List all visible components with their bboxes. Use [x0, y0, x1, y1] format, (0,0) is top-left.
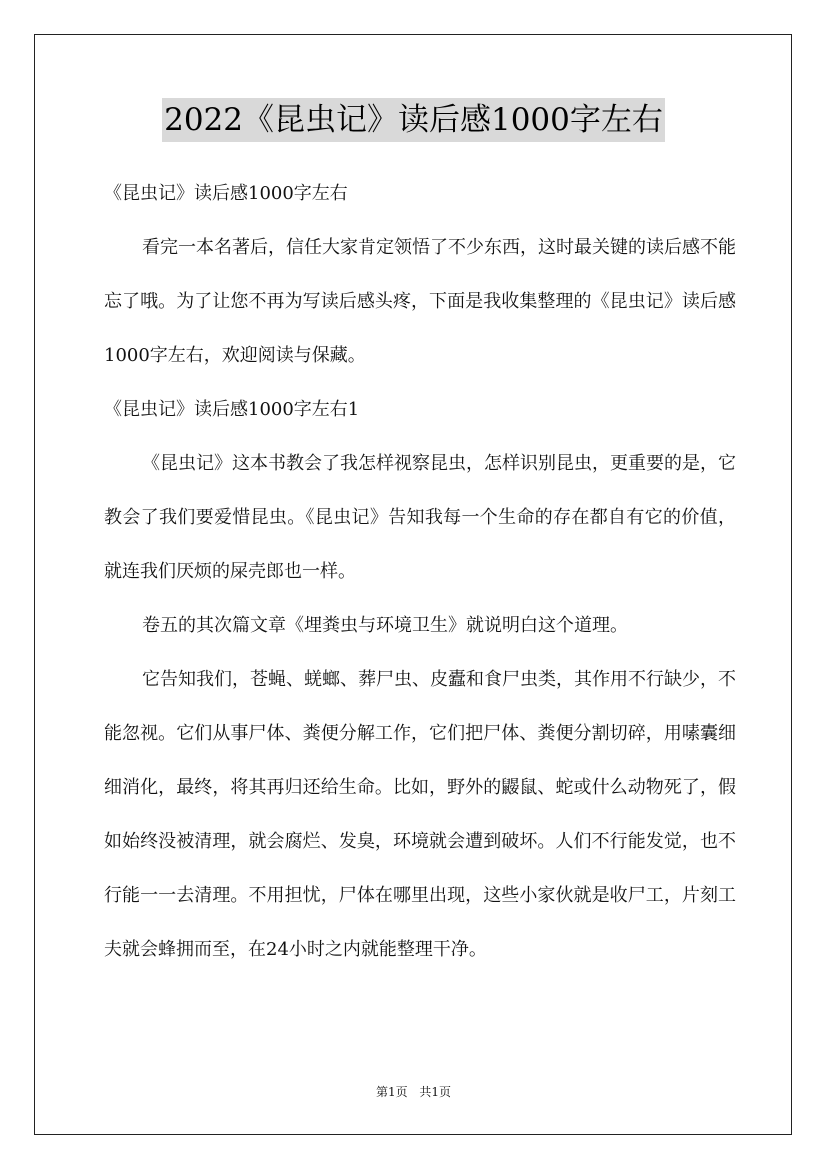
document-title: 2022《昆虫记》读后感1000字左右 — [162, 98, 665, 142]
body-paragraph-3: 它告知我们，苍蝇、蜣螂、葬尸虫、皮蠹和食尸虫类，其作用不行缺少，不能忽视。它们从事尸体、粪便分解工作，它们把尸体、粪便分割切碎，用嗉囊细细消化，最终，将其再归还给生命。比如，野外的鼹鼠、蛇或什么动物死了，假如始终没被清理，就会腐烂、发臭，环境就会遭到破坏。人们不行能发觉，也不行能一一去清理。不用担忧，尸体在哪里出现，这些小家伙就是收尸工，片刻工夫就会蜂拥而至，在24小时之内就能整理干净。 — [104, 669, 736, 960]
page-total: 共1页 — [419, 1085, 452, 1099]
intro-paragraph: 看完一本名著后，信任大家肯定领悟了不少东西，这时最关键的读后感不能忘了哦。为了让您不再为写读后感头疼，下面是我收集整理的《昆虫记》读后感1000字左右，欢迎阅读与保藏。 — [104, 237, 736, 366]
body-paragraph-1: 《昆虫记》这本书教会了我怎样视察昆虫，怎样识别昆虫，更重要的是，它教会了我们要爱惜昆虫。《昆虫记》告知我每一个生命的存在都自有它的价值，就连我们厌烦的屎壳郎也一样。 — [104, 453, 736, 582]
title-container — [0, 98, 827, 142]
body-paragraph-2: 卷五的其次篇文章《埋粪虫与环境卫生》就说明白这个道理。 — [142, 615, 628, 636]
subtitle: 《昆虫记》读后感1000字左右 — [104, 183, 348, 204]
page-number: 第1页 — [375, 1085, 408, 1099]
section-heading: 《昆虫记》读后感1000字左右1 — [104, 399, 360, 420]
document-body — [104, 167, 736, 977]
page-footer — [0, 1082, 827, 1102]
